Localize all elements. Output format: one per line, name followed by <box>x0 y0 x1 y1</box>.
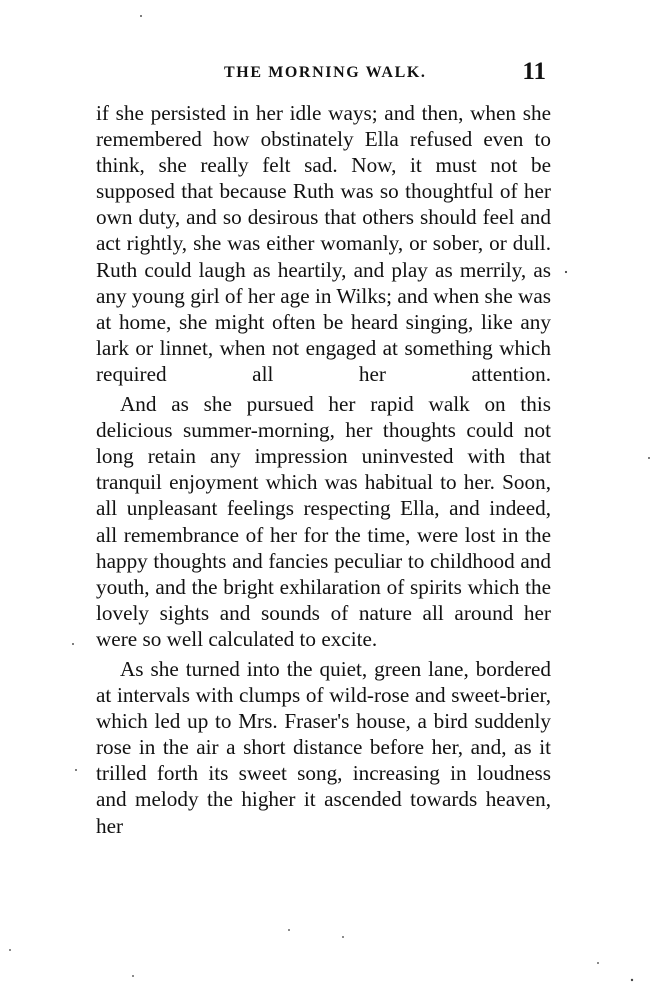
paragraph-continued: if she persisted in her idle ways; and then, when she remembered how obstinately Ella refused even to think, she really felt sad. Now, it must not be supposed that because Ruth was so thoughtful of her own duty, and so desirous that others should feel and act rightly, she was either womanly, or sober, or dull. Ruth could laugh as heartily, and play as merrily, as any young girl of her age in Wilks; and when she was at home, she might often be heard singing, like any lark or linnet, when not engaged at something which required all her attention. <box>96 101 551 386</box>
chapter-title: THE MORNING WALK. <box>224 64 427 81</box>
paragraph: And as she pursued her rapid walk on this delicious summer-morning, her thoughts could not long retain any impression uninvested with that tranquil enjoyment which was habitual to her. Soon, all unpleasant feelings respecting Ella, and indeed, all remembrance of her for the time, were lost in the happy thoughts and fancies peculiar to childhood and youth, and the bright exhilaration of spirits which the lovely sights and sounds of nature all around her were so well calculated to excite. <box>96 392 551 651</box>
paragraph-continues: As she turned into the quiet, green lane, bordered at intervals with clumps of wild-rose and sweet-brier, which led up to Mrs. Fraser's house, a bird suddenly rose in the air a short distance before her, and, as it trilled forth its sweet song, increasing in loudness and melody the higher it ascended towards heaven, her <box>96 656 551 838</box>
page-number: 11 <box>522 58 546 85</box>
running-head <box>96 58 556 90</box>
body-text <box>96 100 551 843</box>
